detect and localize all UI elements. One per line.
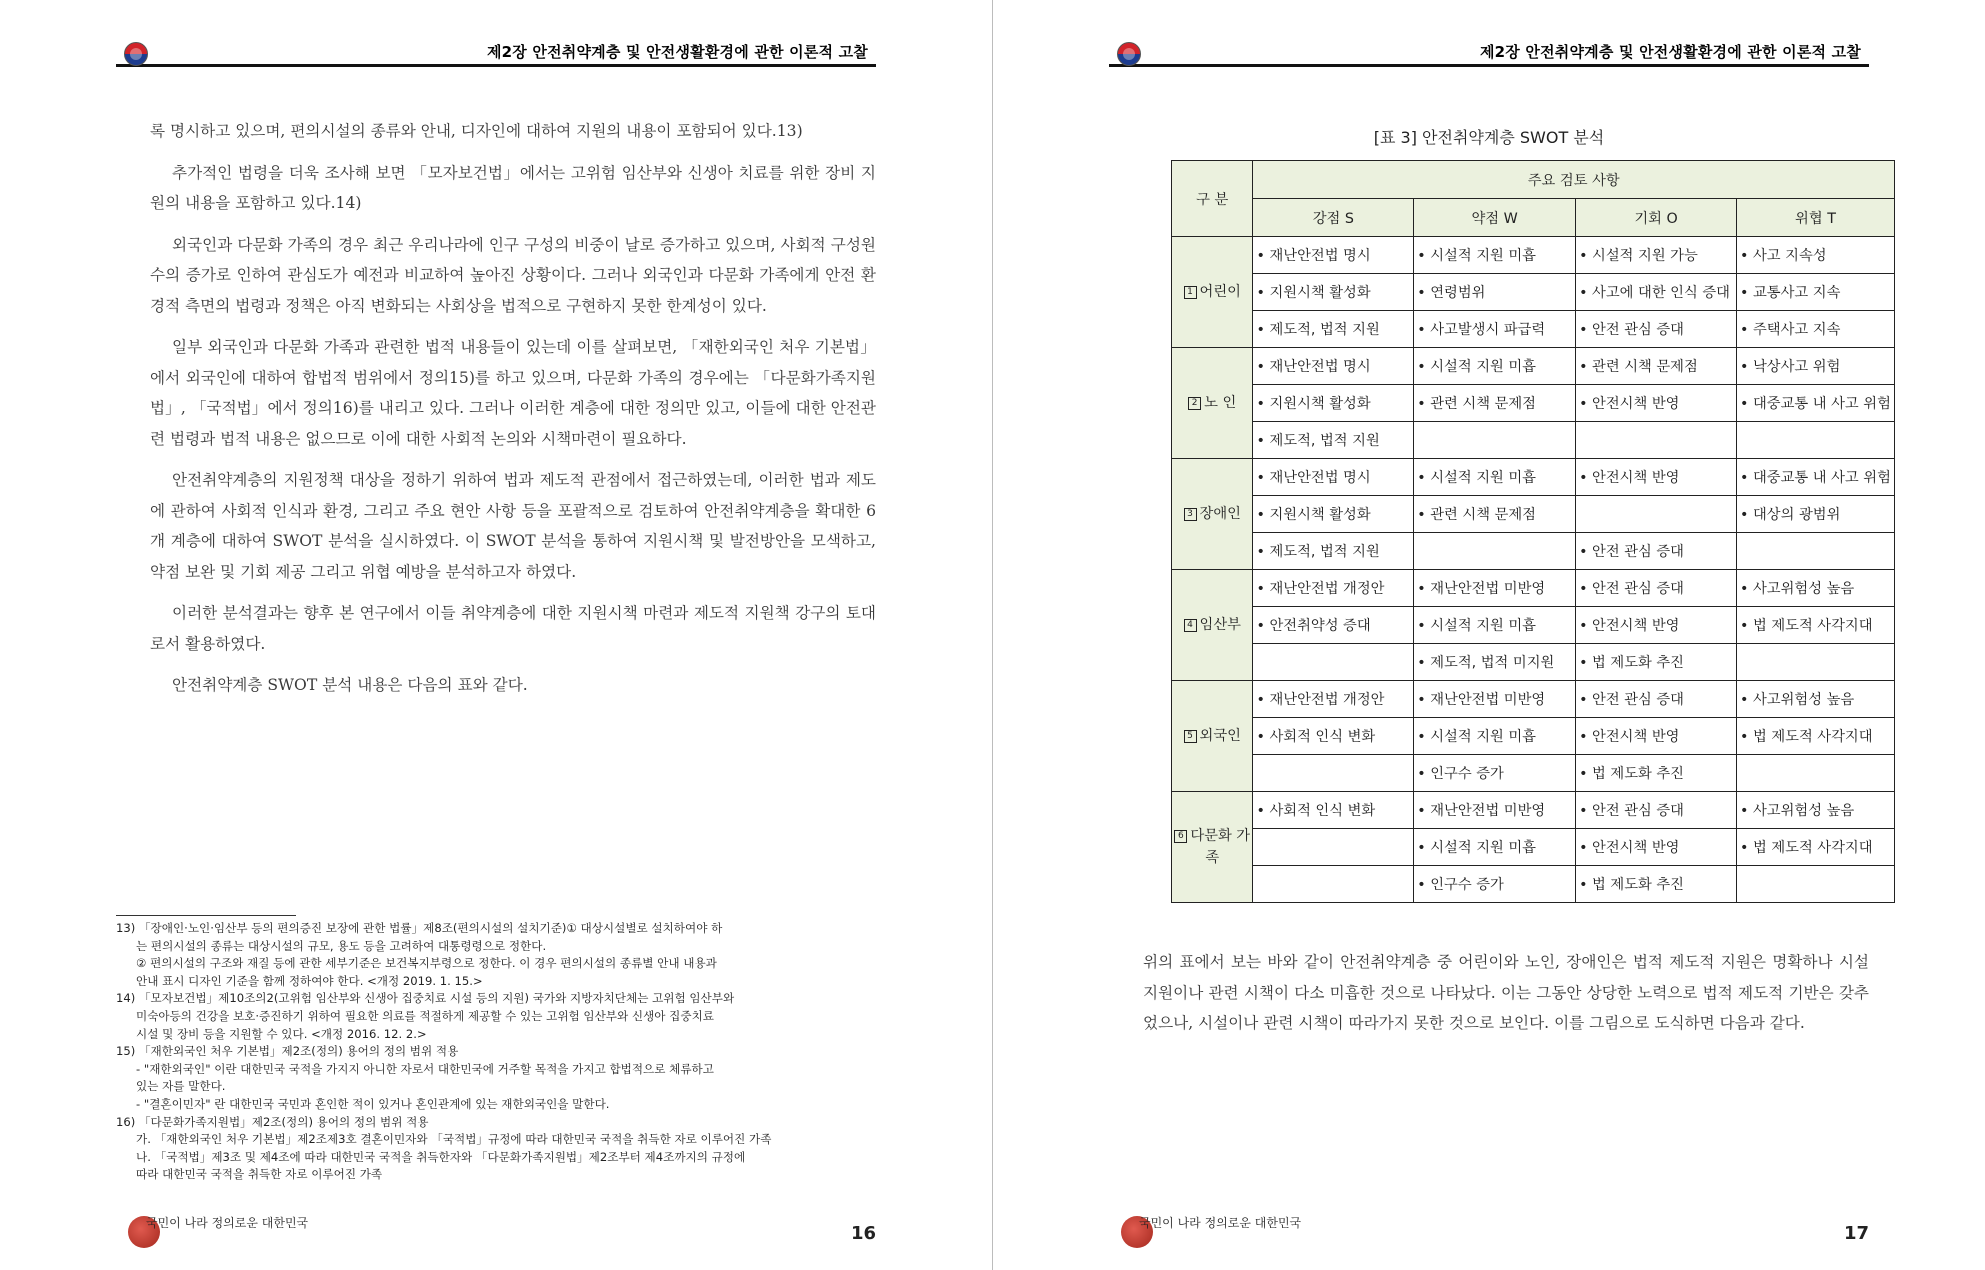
paragraph: 일부 외국인과 다문화 가족과 관련한 법적 내용들이 있는데 이를 살펴보면, 「재한외국인 처우 기본법」에서 외국인에 대하여 합법적 범위에서 정의15)를 하고 있으며, 다문화 가족의 경우에는 「다문화가족지원법」, 「국적법」에서 정의16)를 내리고 있다. 그러나 이러한 계층에 대한 정의만 있고, 이들에 대한 안전관련 법령과 법적 내용은 없으므로 이에 대한 사회적 논의와 시책마련이 필요하다. <box>150 338 876 448</box>
table-cell <box>1253 644 1414 681</box>
footnote-16 <box>116 1114 876 1184</box>
table-row <box>1172 237 1895 274</box>
group-number-box: 2 <box>1188 397 1201 410</box>
footnote-line: 15) 「재한외국인 처우 기본법」제2조(정의) 용어의 정의 범위 적용 <box>116 1044 459 1059</box>
column-header-threat: 위협 T <box>1737 199 1895 237</box>
column-header-main: 주요 검토 사항 <box>1253 161 1895 199</box>
table-header-row <box>1172 161 1895 199</box>
table-cell: • 사고에 대한 인식 증대 <box>1576 274 1737 311</box>
table-cell: • 안전 관심 증대 <box>1576 533 1737 570</box>
group-name: 어린이 <box>1199 284 1241 300</box>
table-cell: • 재난안전법 명시 <box>1253 459 1414 496</box>
footnote-line: - "재한외국인" 이란 대한민국 국적을 가지지 아니한 자로서 대한민국에 거주할 목적을 가지고 합법적으로 체류하고 <box>136 1061 714 1076</box>
header-title: 제2장 안전취약계층 및 안전생활환경에 관한 이론적 고찰 <box>486 43 868 61</box>
table-cell: • 관련 시책 문제점 <box>1576 348 1737 385</box>
table-cell <box>1737 866 1895 903</box>
footnote-line: 미숙아등의 건강을 보호·증진하기 위하여 필요한 의료를 적절하게 제공할 수 있는 고위험 임산부와 신생아 집중치료 <box>136 1008 714 1023</box>
footnote-line: ② 편의시설의 구조와 재질 등에 관한 세부기준은 보건복지부령으로 정한다. 이 경우 편의시설의 종류별 안내 내용과 <box>136 956 717 971</box>
table-cell: • 시설적 지원 미흡 <box>1414 829 1576 866</box>
group-number-box: 6 <box>1174 830 1187 843</box>
footnote-14 <box>116 990 876 1043</box>
table-cell: • 안전 관심 증대 <box>1576 792 1737 829</box>
table-row <box>1172 274 1895 311</box>
table-cell: • 법 제도적 사각지대 <box>1737 829 1895 866</box>
table-cell: • 사고 지속성 <box>1737 237 1895 274</box>
table-cell: • 안전시책 반영 <box>1576 829 1737 866</box>
table-cell <box>1414 422 1576 459</box>
footer-logo <box>1121 1212 1302 1250</box>
table-cell: • 안전 관심 증대 <box>1576 570 1737 607</box>
table-cell <box>1253 755 1414 792</box>
table-cell: • 재난안전법 미반영 <box>1414 792 1576 829</box>
government-emblem-icon <box>124 42 148 66</box>
table-cell: • 재난안전법 미반영 <box>1414 570 1576 607</box>
swot-table <box>1171 160 1895 903</box>
table-cell: • 사고위험성 높음 <box>1737 792 1895 829</box>
table-cell: • 제도적, 법적 지원 <box>1253 533 1414 570</box>
paragraph: 외국인과 다문화 가족의 경우 최근 우리나라에 인구 구성의 비중이 날로 증가하고 있으며, 사회적 구성원 수의 증가로 인하여 관심도가 예전과 비교하여 높아진 상황이다. 그러나 외국인과 다문화 가족에게 안전 환경적 측면의 법령과 정책은 아직 변화되는 사회상을 법적으로 구현하지 못한 한계성이 있다. <box>150 235 876 315</box>
group-name: 장애인 <box>1199 506 1241 522</box>
page-header <box>116 40 876 67</box>
footnote-line: 16) 「다문화가족지원법」제2조(정의) 용어의 정의 범위 적용 <box>116 1114 429 1129</box>
table-cell: • 법 제도적 사각지대 <box>1737 607 1895 644</box>
footnote-line: 시설 및 장비 등을 지원할 수 있다. <개정 2016. 12. 2.> <box>136 1026 427 1041</box>
table-cell: • 법 제도화 추진 <box>1576 755 1737 792</box>
column-header-group: 구 분 <box>1172 161 1253 237</box>
paragraph: 록 명시하고 있으며, 편의시설의 종류와 안내, 디자인에 대하여 지원의 내용이 포함되어 있다.13) <box>150 122 803 140</box>
group-cell <box>1172 570 1253 681</box>
group-cell <box>1172 459 1253 570</box>
table-cell: • 관련 시책 문제점 <box>1414 385 1576 422</box>
page-number: 16 <box>850 1223 876 1244</box>
table-cell: • 재난안전법 명시 <box>1253 237 1414 274</box>
table-cell: • 인구수 증가 <box>1414 866 1576 903</box>
table-row <box>1172 570 1895 607</box>
group-number-box: 1 <box>1184 286 1197 299</box>
footnote-line: 는 편의시설의 종류는 대상시설의 규모, 용도 등을 고려하여 대통령령으로 정한다. <box>136 938 547 953</box>
column-header-weakness: 약점 W <box>1414 199 1576 237</box>
table-cell <box>1576 422 1737 459</box>
paragraph: 추가적인 법령을 더욱 조사해 보면 「모자보건법」에서는 고위험 임산부와 신생아 치료를 위한 장비 지원의 내용을 포함하고 있다.14) <box>150 163 876 212</box>
table-cell: • 안전시책 반영 <box>1576 385 1737 422</box>
paragraph: 이러한 분석결과는 향후 본 연구에서 이들 취약계층에 대한 지원시책 마련과 제도적 지원책 강구의 토대로서 활용하였다. <box>150 604 876 653</box>
paragraph: 위의 표에서 보는 바와 같이 안전취약계층 중 어린이와 노인, 장애인은 법적 제도적 지원은 명확하나 시설 지원이나 관련 시책이 다소 미흡한 것으로 나타났다. 이는 그동안 상당한 노력으로 법적 제도적 기반은 갖추었으나, 시설이나 관련 시책이 따라가지 못한 것으로 보인다. 이를 그림으로 도식하면 다음과 같다. <box>1143 953 1869 1032</box>
table-cell <box>1737 422 1895 459</box>
footnote-line: 있는 자를 말한다. <box>136 1079 226 1094</box>
table-cell: • 사회적 인식 변화 <box>1253 792 1414 829</box>
table-cell: • 대중교통 내 사고 위험 <box>1737 459 1895 496</box>
table-cell: • 시설적 지원 미흡 <box>1414 459 1576 496</box>
table-cell: • 시설적 지원 미흡 <box>1414 718 1576 755</box>
footnote-line: 가. 「재한외국인 처우 기본법」제2조제3호 결혼이민자와 「국적법」규정에 따라 대한민국 국적을 취득한 자로 이루어진 가족 <box>136 1132 772 1147</box>
table-cell: • 지원시책 활성화 <box>1253 385 1414 422</box>
group-number-box: 4 <box>1184 619 1197 632</box>
table-cell: • 사고위험성 높음 <box>1737 570 1895 607</box>
group-number-box: 5 <box>1184 730 1197 743</box>
table-cell <box>1576 496 1737 533</box>
group-name: 임산부 <box>1199 617 1241 633</box>
page-number: 17 <box>1843 1223 1869 1244</box>
table-cell: • 안전시책 반영 <box>1576 459 1737 496</box>
table-cell: • 제도적, 법적 미지원 <box>1414 644 1576 681</box>
group-cell <box>1172 348 1253 459</box>
table-row <box>1172 607 1895 644</box>
left-page <box>0 0 992 1270</box>
table-row <box>1172 866 1895 903</box>
government-emblem-icon <box>1117 42 1141 66</box>
group-number-box: 3 <box>1184 508 1197 521</box>
footnote-line: - "결혼이민자" 란 대한민국 국민과 혼인한 적이 있거나 혼인관계에 있는 재한외국인을 말한다. <box>136 1096 610 1111</box>
paragraph: 안전취약계층 SWOT 분석 내용은 다음의 표와 같다. <box>172 676 528 694</box>
table-cell: • 인구수 증가 <box>1414 755 1576 792</box>
table-row <box>1172 755 1895 792</box>
table-cell: • 사고발생시 파급력 <box>1414 311 1576 348</box>
table-row <box>1172 792 1895 829</box>
footer-logo-text: 국민이 나라 정의로운 대한민국 <box>146 1216 309 1230</box>
table-cell: • 관련 시책 문제점 <box>1414 496 1576 533</box>
table-row <box>1172 644 1895 681</box>
footnote-line: 나. 「국적법」제3조 및 제4조에 따라 대한민국 국적을 취득한자와 「다문화가족지원법」제2조부터 제4조까지의 규정에 <box>136 1149 746 1164</box>
footnote-line: 따라 대한민국 국적을 취득한 자로 이루어진 가족 <box>136 1167 383 1182</box>
footnotes <box>116 920 876 1184</box>
table-cell <box>1414 533 1576 570</box>
body-text <box>150 116 876 712</box>
table-cell: • 재난안전법 개정안 <box>1253 570 1414 607</box>
table-row <box>1172 348 1895 385</box>
table-cell <box>1737 755 1895 792</box>
table-row <box>1172 718 1895 755</box>
footer-logo-text: 국민이 나라 정의로운 대한민국 <box>1139 1216 1302 1230</box>
table-cell: • 법 제도적 사각지대 <box>1737 718 1895 755</box>
table-cell: • 사고위험성 높음 <box>1737 681 1895 718</box>
table-cell: • 재난안전법 미반영 <box>1414 681 1576 718</box>
table-row <box>1172 681 1895 718</box>
footnote-line: 14) 「모자보건법」제10조의2(고위험 임산부와 신생아 집중치료 시설 등의 지원) 국가와 지방자치단체는 고위험 임산부와 <box>116 991 735 1006</box>
table-cell: • 교통사고 지속 <box>1737 274 1895 311</box>
table-caption: [표 3] 안전취약계층 SWOT 분석 <box>1373 128 1605 147</box>
table-cell: • 안전 관심 증대 <box>1576 311 1737 348</box>
footnote-15 <box>116 1043 876 1113</box>
footnote-13 <box>116 920 876 990</box>
table-row <box>1172 385 1895 422</box>
table-row <box>1172 496 1895 533</box>
table-cell: • 제도적, 법적 지원 <box>1253 422 1414 459</box>
table-row <box>1172 422 1895 459</box>
table-cell: • 안전시책 반영 <box>1576 607 1737 644</box>
column-header-opportunity: 기회 O <box>1576 199 1737 237</box>
footnote-line: 안내 표시 디자인 기준을 함께 정하여야 한다. <개정 2019. 1. 15.> <box>136 973 483 988</box>
table-row <box>1172 311 1895 348</box>
table-cell: • 시설적 지원 가능 <box>1576 237 1737 274</box>
table-cell <box>1737 533 1895 570</box>
table-header-row <box>1172 199 1895 237</box>
table-row <box>1172 533 1895 570</box>
table-cell: • 시설적 지원 미흡 <box>1414 348 1576 385</box>
table-row <box>1172 459 1895 496</box>
footer-logo <box>128 1212 309 1250</box>
body-text <box>1143 947 1869 1039</box>
table-cell <box>1253 829 1414 866</box>
table-cell <box>1737 644 1895 681</box>
group-name: 다문화 가족 <box>1190 828 1251 866</box>
group-cell <box>1172 792 1253 903</box>
table-cell: • 지원시책 활성화 <box>1253 274 1414 311</box>
footnote-line: 13) 「장애인·노인·임산부 등의 편의증진 보장에 관한 법률」제8조(편의시설의 설치기준)① 대상시설별로 설치하여야 하 <box>116 921 723 935</box>
footnote-divider <box>116 915 296 916</box>
table-cell: • 법 제도화 추진 <box>1576 644 1737 681</box>
table-cell: • 안전시책 반영 <box>1576 718 1737 755</box>
table-cell: • 시설적 지원 미흡 <box>1414 237 1576 274</box>
group-name: 노 인 <box>1204 395 1237 411</box>
table-cell: • 시설적 지원 미흡 <box>1414 607 1576 644</box>
page-header <box>1109 40 1869 67</box>
group-cell <box>1172 681 1253 792</box>
table-cell: • 대중교통 내 사고 위험 <box>1737 385 1895 422</box>
table-row <box>1172 829 1895 866</box>
table-cell: • 제도적, 법적 지원 <box>1253 311 1414 348</box>
header-title: 제2장 안전취약계층 및 안전생활환경에 관한 이론적 고찰 <box>1479 43 1861 61</box>
group-cell <box>1172 237 1253 348</box>
table-cell: • 안전 관심 증대 <box>1576 681 1737 718</box>
table-cell: • 안전취약성 증대 <box>1253 607 1414 644</box>
table-cell: • 주택사고 지속 <box>1737 311 1895 348</box>
table-cell <box>1253 866 1414 903</box>
table-cell: • 대상의 광범위 <box>1737 496 1895 533</box>
table-cell: • 낙상사고 위험 <box>1737 348 1895 385</box>
column-header-strength: 강점 S <box>1253 199 1414 237</box>
table-cell: • 법 제도화 추진 <box>1576 866 1737 903</box>
right-page <box>993 0 1985 1270</box>
table-cell: • 재난안전법 명시 <box>1253 348 1414 385</box>
paragraph: 안전취약계층의 지원정책 대상을 정하기 위하여 법과 제도적 관점에서 접근하였는데, 이러한 법과 제도에 관하여 사회적 인식과 환경, 그리고 주요 현안 사항 등을 포괄적으로 검토하여 안전취약계층을 확대한 6개 계층에 대하여 SWOT 분석을 실시하였다. 이 SWOT 분석을 통하여 지원시책 및 발전방안을 모색하고, 약점 보완 및 기회 제공 그리고 위협 예방을 분석하고자 하였다. <box>150 471 876 581</box>
table-cell: • 지원시책 활성화 <box>1253 496 1414 533</box>
table-cell: • 연령범위 <box>1414 274 1576 311</box>
table-cell: • 사회적 인식 변화 <box>1253 718 1414 755</box>
table-cell: • 재난안전법 개정안 <box>1253 681 1414 718</box>
group-name: 외국인 <box>1199 728 1241 744</box>
